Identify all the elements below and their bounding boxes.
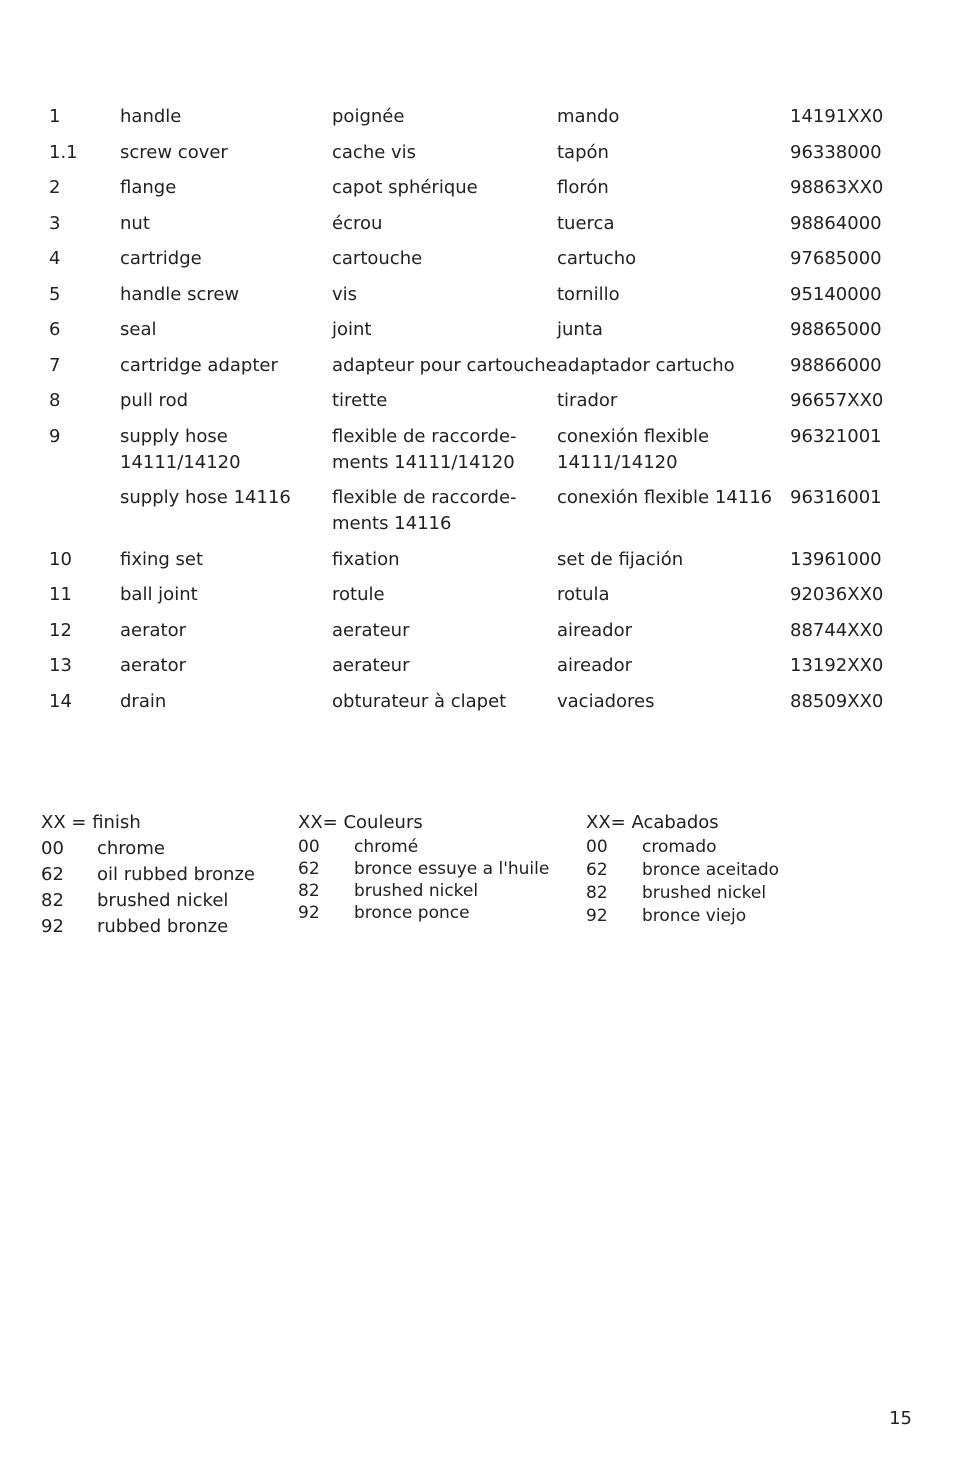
part-name-fr: écrou — [332, 212, 383, 234]
part-name-fr: obturateur à clapet — [332, 690, 507, 712]
part-name-es: conexión flexible 14116 — [557, 487, 773, 508]
part-name-fr: vis — [332, 283, 358, 305]
part-number: 14 — [49, 690, 72, 712]
table-row — [49, 424, 909, 486]
part-name-fr: capot sphérique — [332, 177, 478, 198]
part-name-es: tuerca — [557, 212, 615, 234]
part-name-es: mando — [557, 106, 620, 127]
legend-code: 00 — [586, 837, 608, 857]
legend-item — [298, 880, 549, 902]
part-number: 11 — [49, 584, 72, 605]
part-code: 95140000 — [790, 283, 882, 305]
legend-item — [298, 858, 549, 880]
part-name-en: ball joint — [120, 584, 198, 605]
part-number: 4 — [49, 248, 61, 269]
part-name-fr: aerateur — [332, 655, 410, 676]
legend-item — [586, 882, 779, 905]
part-number: 2 — [49, 177, 61, 198]
part-name-es: aireador — [557, 619, 632, 641]
finish-legend-fr — [298, 810, 549, 924]
part-name-en: supply hose 14116 — [120, 487, 291, 508]
part-name-fr: poignée — [332, 106, 405, 127]
legend-label: chromé — [354, 837, 419, 857]
table-row — [49, 211, 909, 247]
part-number: 12 — [49, 619, 72, 641]
legend-item — [586, 859, 779, 882]
legend-title: XX= Couleurs — [298, 812, 423, 833]
part-name-es: aireador — [557, 655, 632, 676]
part-name-en: drain — [120, 690, 167, 712]
part-code: 98866000 — [790, 354, 882, 376]
table-row — [49, 317, 909, 353]
table-row — [49, 388, 909, 424]
part-name-es: conexión flexible 14111/14120 — [557, 425, 710, 473]
table-row — [49, 140, 909, 176]
legend-label: brushed nickel — [354, 881, 479, 901]
part-name-fr: adapteur pour cartouche — [332, 354, 557, 376]
part-name-en: supply hose 14111/14120 — [120, 425, 241, 473]
legend-label: bronce ponce — [354, 903, 470, 923]
part-name-es: vaciadores — [557, 690, 655, 712]
legend-code: 92 — [586, 906, 608, 926]
part-name-en: handle — [120, 106, 182, 127]
part-name-fr: fixation — [332, 548, 400, 570]
legend-item — [41, 862, 255, 888]
part-name-en: handle screw — [120, 283, 240, 305]
part-number: 5 — [49, 283, 61, 305]
part-name-es: cartucho — [557, 248, 637, 269]
part-name-fr: aerateur — [332, 619, 410, 641]
legend-code: 82 — [41, 890, 64, 911]
part-name-en: aerator — [120, 619, 187, 641]
table-row — [49, 104, 909, 140]
legend-code: 92 — [41, 916, 64, 937]
table-row — [49, 582, 909, 618]
table-row — [49, 547, 909, 583]
legend-label: cromado — [642, 837, 717, 857]
legend-label: brushed nickel — [642, 883, 767, 903]
parts-table — [49, 104, 909, 724]
part-name-es: tirador — [557, 390, 618, 411]
part-name-en: pull rod — [120, 390, 189, 411]
part-code: 14191XX0 — [790, 106, 884, 127]
legend-item — [41, 914, 255, 940]
part-name-fr: cache vis — [332, 141, 417, 163]
table-row — [49, 485, 909, 547]
legend-title: XX= Acabados — [586, 812, 719, 833]
part-name-es: florón — [557, 177, 609, 198]
part-name-en: cartridge adapter — [120, 354, 278, 376]
legend-code: 62 — [298, 859, 320, 879]
part-number: 6 — [49, 319, 61, 340]
legend-label: rubbed bronze — [97, 916, 229, 937]
part-code: 98865000 — [790, 319, 882, 340]
part-code: 88509XX0 — [790, 690, 884, 712]
part-code: 98863XX0 — [790, 177, 884, 198]
page-number: 15 — [889, 1408, 912, 1429]
part-number: 7 — [49, 354, 61, 376]
part-name-fr: flexible de raccorde-ments 14116 — [332, 487, 517, 534]
table-row — [49, 282, 909, 318]
legend-label: bronce essuye a l'huile — [354, 859, 550, 879]
legend-label: bronce aceitado — [642, 860, 780, 880]
part-name-fr: joint — [332, 319, 372, 340]
legend-label: brushed nickel — [97, 890, 229, 911]
legend-code: 92 — [298, 903, 320, 923]
finish-legend-en — [41, 810, 255, 940]
part-code: 96316001 — [790, 487, 882, 508]
table-row — [49, 689, 909, 725]
part-number — [49, 485, 120, 547]
part-name-en: aerator — [120, 655, 187, 676]
legend-item — [586, 836, 779, 859]
table-row — [49, 653, 909, 689]
part-name-en: screw cover — [120, 141, 228, 163]
part-name-es: rotula — [557, 584, 610, 605]
part-code: 96338000 — [790, 141, 882, 163]
part-code: 96321001 — [790, 425, 882, 447]
table-row — [49, 175, 909, 211]
legend-item — [298, 836, 549, 858]
part-name-es: tapón — [557, 141, 609, 163]
part-code: 13192XX0 — [790, 655, 884, 676]
part-name-fr: flexible de raccorde-ments 14111/14120 — [332, 425, 517, 473]
part-name-fr: rotule — [332, 584, 385, 605]
table-row — [49, 618, 909, 654]
legend-code: 00 — [41, 838, 64, 859]
legend-label: bronce viejo — [642, 906, 747, 926]
part-name-es: tornillo — [557, 283, 620, 305]
part-name-en: fixing set — [120, 548, 204, 570]
part-name-en: flange — [120, 177, 177, 198]
part-code: 13961000 — [790, 548, 882, 570]
legend-title: XX = finish — [41, 812, 141, 833]
legend-code: 82 — [586, 883, 608, 903]
part-name-es: adaptador cartucho — [557, 354, 735, 376]
legend-item — [298, 902, 549, 924]
part-name-en: nut — [120, 212, 150, 234]
part-code: 92036XX0 — [790, 584, 884, 605]
table-row — [49, 246, 909, 282]
part-number: 13 — [49, 655, 72, 676]
part-name-es: junta — [557, 319, 603, 340]
part-number: 1 — [49, 106, 61, 127]
legend-code: 00 — [298, 837, 320, 857]
legend-code: 82 — [298, 881, 320, 901]
legend-code: 62 — [586, 860, 608, 880]
table-row — [49, 353, 909, 389]
finish-legend-es — [586, 810, 779, 928]
part-name-en: cartridge — [120, 248, 202, 269]
legend-item — [41, 888, 255, 914]
part-name-en: seal — [120, 319, 157, 340]
part-number: 3 — [49, 212, 61, 234]
part-name-fr: cartouche — [332, 248, 423, 269]
legend-item — [586, 905, 779, 928]
legend-code: 62 — [41, 864, 64, 885]
part-name-es: set de fijación — [557, 548, 684, 570]
part-name-fr: tirette — [332, 390, 388, 411]
part-number: 8 — [49, 390, 61, 411]
part-code: 97685000 — [790, 248, 882, 269]
part-number: 9 — [49, 425, 61, 447]
part-code: 98864000 — [790, 212, 882, 234]
legend-label: chrome — [97, 838, 165, 859]
part-number: 1.1 — [49, 141, 78, 163]
part-number: 10 — [49, 548, 72, 570]
part-code: 88744XX0 — [790, 619, 884, 641]
legend-item — [41, 836, 255, 862]
legend-label: oil rubbed bronze — [97, 864, 255, 885]
part-code: 96657XX0 — [790, 390, 884, 411]
